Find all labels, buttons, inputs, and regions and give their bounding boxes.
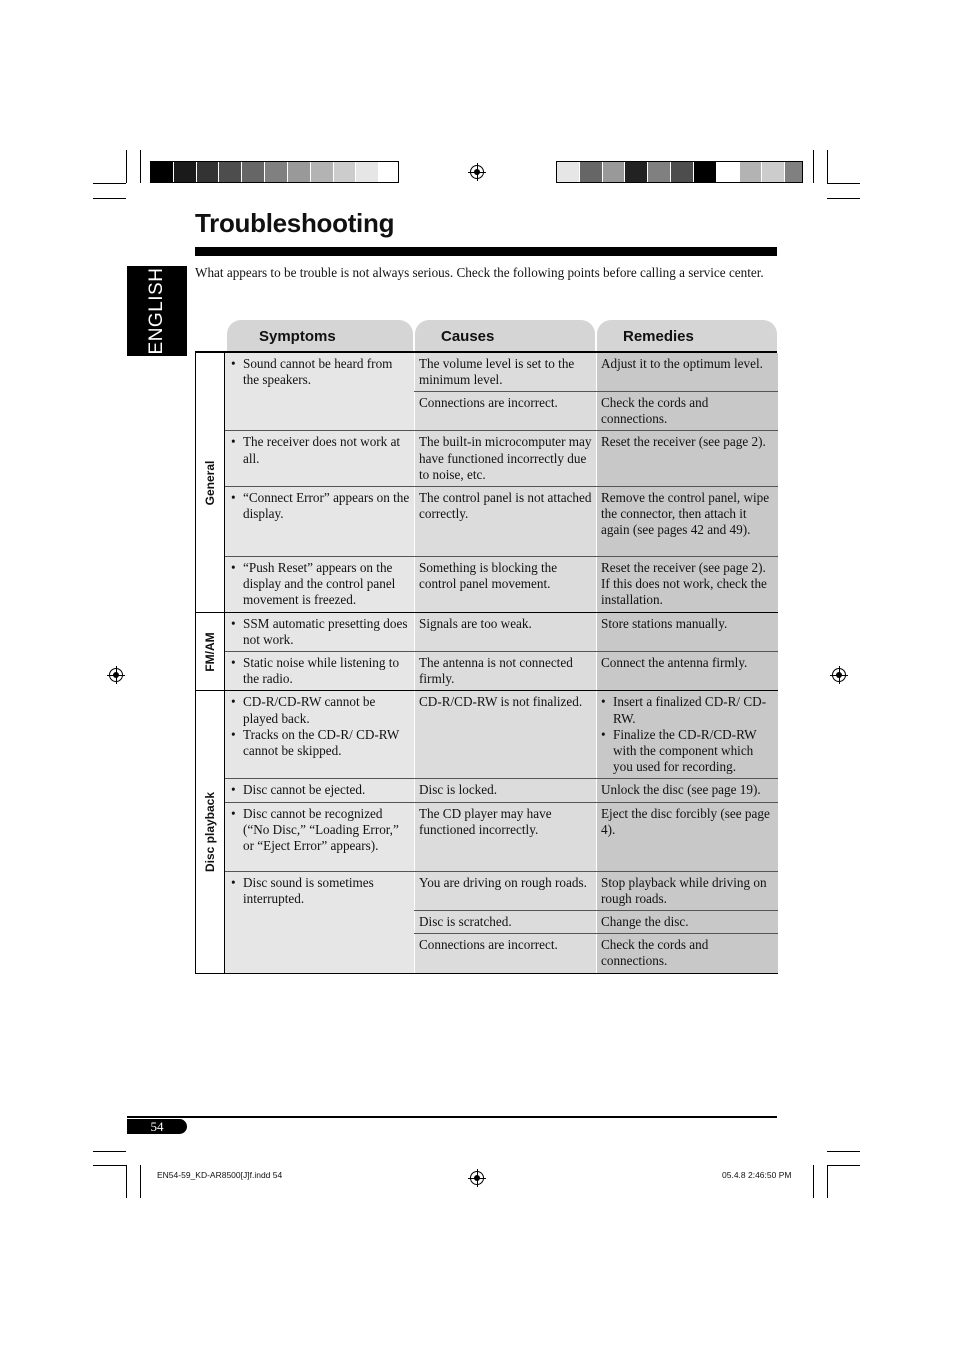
symptom-cell (225, 556, 415, 612)
remedy-cell: Check the cords and connections. (597, 391, 778, 430)
cause-cell: You are driving on rough roads. (415, 871, 597, 910)
cause-cell: Connections are incorrect. (415, 391, 597, 430)
table-row (196, 353, 778, 392)
symptom-text: The receiver does not work at all. (243, 434, 401, 466)
symptom-cell (225, 691, 415, 779)
cause-cell: The built-in microcomputer may have functioned incorrectly due to noise, etc. (415, 431, 597, 487)
crop-mark (827, 150, 828, 183)
remedy-cell: Reset the receiver (see page 2). (597, 431, 778, 487)
header-remedies (597, 320, 777, 352)
symptom-text: CD-R/CD-RW cannot be played back. (243, 694, 376, 726)
bullet-icon: • (231, 355, 236, 371)
crop-mark (93, 198, 126, 199)
header-symptoms-label: Symptoms (259, 328, 336, 345)
remedy-cell: Stop playback while driving on rough roads. (597, 871, 778, 910)
language-tab-label: ENGLISH (146, 267, 167, 355)
remedy-cell: Change the disc. (597, 910, 778, 933)
symptom-text: “Push Reset” appears on the display and the control panel movement is freezed. (243, 559, 396, 608)
troubleshooting-table (195, 352, 778, 974)
crosshair-icon (109, 668, 123, 682)
bullet-icon: • (231, 615, 236, 631)
bullet-icon: • (231, 654, 236, 670)
header-causes-label: Causes (441, 328, 495, 345)
remedy-cell: Store stations manually. (597, 613, 778, 652)
symptom-cell (225, 651, 415, 690)
intro-text: What appears to be trouble is not always serious. Check the following points before calling a service center. (195, 265, 764, 280)
bullet-icon: • (601, 694, 606, 710)
header-causes (415, 320, 595, 352)
page-number: 54 (127, 1119, 187, 1134)
category-label: FM/AM (202, 632, 217, 672)
crop-mark (126, 1165, 127, 1198)
table-row (196, 779, 778, 802)
bullet-icon: • (231, 489, 236, 505)
symptom-cell (225, 353, 415, 431)
cause-cell: Signals are too weak. (415, 613, 597, 652)
bullet-icon: • (601, 726, 606, 742)
crop-mark (827, 183, 860, 184)
crop-mark (813, 1165, 814, 1198)
symptom-text: SSM automatic presetting does not work. (243, 615, 408, 647)
crop-mark (140, 150, 141, 183)
bullet-icon: • (231, 726, 236, 742)
bullet-icon: • (231, 805, 236, 821)
symptom-text: Sound cannot be heard from the speakers. (243, 355, 393, 387)
bullet-icon: • (231, 434, 236, 450)
header-remedies-label: Remedies (623, 328, 694, 345)
cause-cell: Connections are incorrect. (415, 934, 597, 973)
remedy-cell: Unlock the disc (see page 19). (597, 779, 778, 802)
header-symptoms (227, 320, 413, 352)
crop-mark (827, 1151, 860, 1152)
crop-mark (93, 1151, 126, 1152)
cause-cell: The volume level is set to the minimum level. (415, 353, 597, 392)
slug-file-info: EN54-59_KD-AR8500[J]f.indd 54 (157, 1170, 283, 1180)
bullet-icon: • (231, 874, 236, 890)
category-label: Disc playback (202, 791, 217, 872)
category-general (196, 353, 225, 613)
footer-rule (127, 1116, 777, 1118)
symptom-text: Tracks on the CD-R/ CD-RW cannot be skipped. (243, 726, 400, 758)
table-row (196, 802, 778, 871)
remedy-text: Finalize the CD-R/CD-RW with the component which you used for recording. (613, 726, 757, 775)
table-row (196, 556, 778, 612)
bullet-icon: • (231, 782, 236, 798)
table-row (196, 691, 778, 779)
table-row (196, 613, 778, 652)
crop-mark (813, 150, 814, 183)
remedy-cell: Connect the antenna firmly. (597, 651, 778, 690)
title-rule (195, 247, 777, 256)
gray-scale-strip-right (556, 161, 803, 183)
cause-cell: The CD player may have functioned incorrectly. (415, 802, 597, 871)
crop-mark (827, 1165, 828, 1198)
crosshair-icon (470, 165, 484, 179)
symptom-cell (225, 486, 415, 556)
crop-mark (827, 1165, 860, 1166)
category-label: General (202, 460, 217, 505)
remedy-cell: Remove the control panel, wipe the connector, then attach it again (see pages 42 and 49). (597, 486, 778, 556)
page-title: Troubleshooting (195, 208, 395, 238)
cause-cell: Something is blocking the control panel movement. (415, 556, 597, 612)
slug-timestamp: 05.4.8 2:46:50 PM (722, 1170, 792, 1180)
category-fmam (196, 613, 225, 691)
table-row (196, 486, 778, 556)
symptom-cell (225, 802, 415, 871)
symptom-cell (225, 613, 415, 652)
cause-cell: CD-R/CD-RW is not finalized. (415, 691, 597, 779)
cause-cell: Disc is locked. (415, 779, 597, 802)
crosshair-icon (832, 668, 846, 682)
crop-mark (140, 1165, 141, 1198)
cause-cell: Disc is scratched. (415, 910, 597, 933)
table-row (196, 431, 778, 487)
category-disc-playback (196, 691, 225, 973)
remedy-text: Insert a finalized CD-R/ CD-RW. (613, 694, 767, 726)
symptom-text: Disc sound is sometimes interrupted. (243, 874, 374, 906)
remedy-cell: Reset the receiver (see page 2). If this does not work, check the installation. (597, 556, 778, 612)
remedy-cell: Adjust it to the optimum level. (597, 353, 778, 392)
remedy-cell: Eject the disc forcibly (see page 4). (597, 802, 778, 871)
symptom-text: “Connect Error” appears on the display. (243, 489, 410, 522)
remedy-cell (597, 691, 778, 779)
crop-mark (93, 183, 126, 184)
table-row (196, 871, 778, 910)
bullet-icon: • (231, 559, 236, 575)
crop-mark (126, 150, 127, 183)
symptom-text: Disc cannot be ejected. (243, 782, 366, 798)
crosshair-icon (470, 1171, 484, 1185)
table-row (196, 651, 778, 690)
crop-mark (827, 198, 860, 199)
symptom-cell (225, 779, 415, 802)
gray-scale-strip-left (150, 161, 399, 183)
symptom-cell (225, 431, 415, 487)
remedy-cell: Check the cords and connections. (597, 934, 778, 973)
cause-cell: The control panel is not attached correctly. (415, 486, 597, 556)
symptom-text: Disc cannot be recognized (“No Disc,” “Loading Error,” or “Eject Error” appears). (243, 805, 399, 853)
cause-cell: The antenna is not connected firmly. (415, 651, 597, 690)
symptom-text: Static noise while listening to the radio. (243, 654, 400, 687)
crop-mark (93, 1165, 126, 1166)
symptom-cell (225, 871, 415, 973)
bullet-icon: • (231, 694, 236, 710)
